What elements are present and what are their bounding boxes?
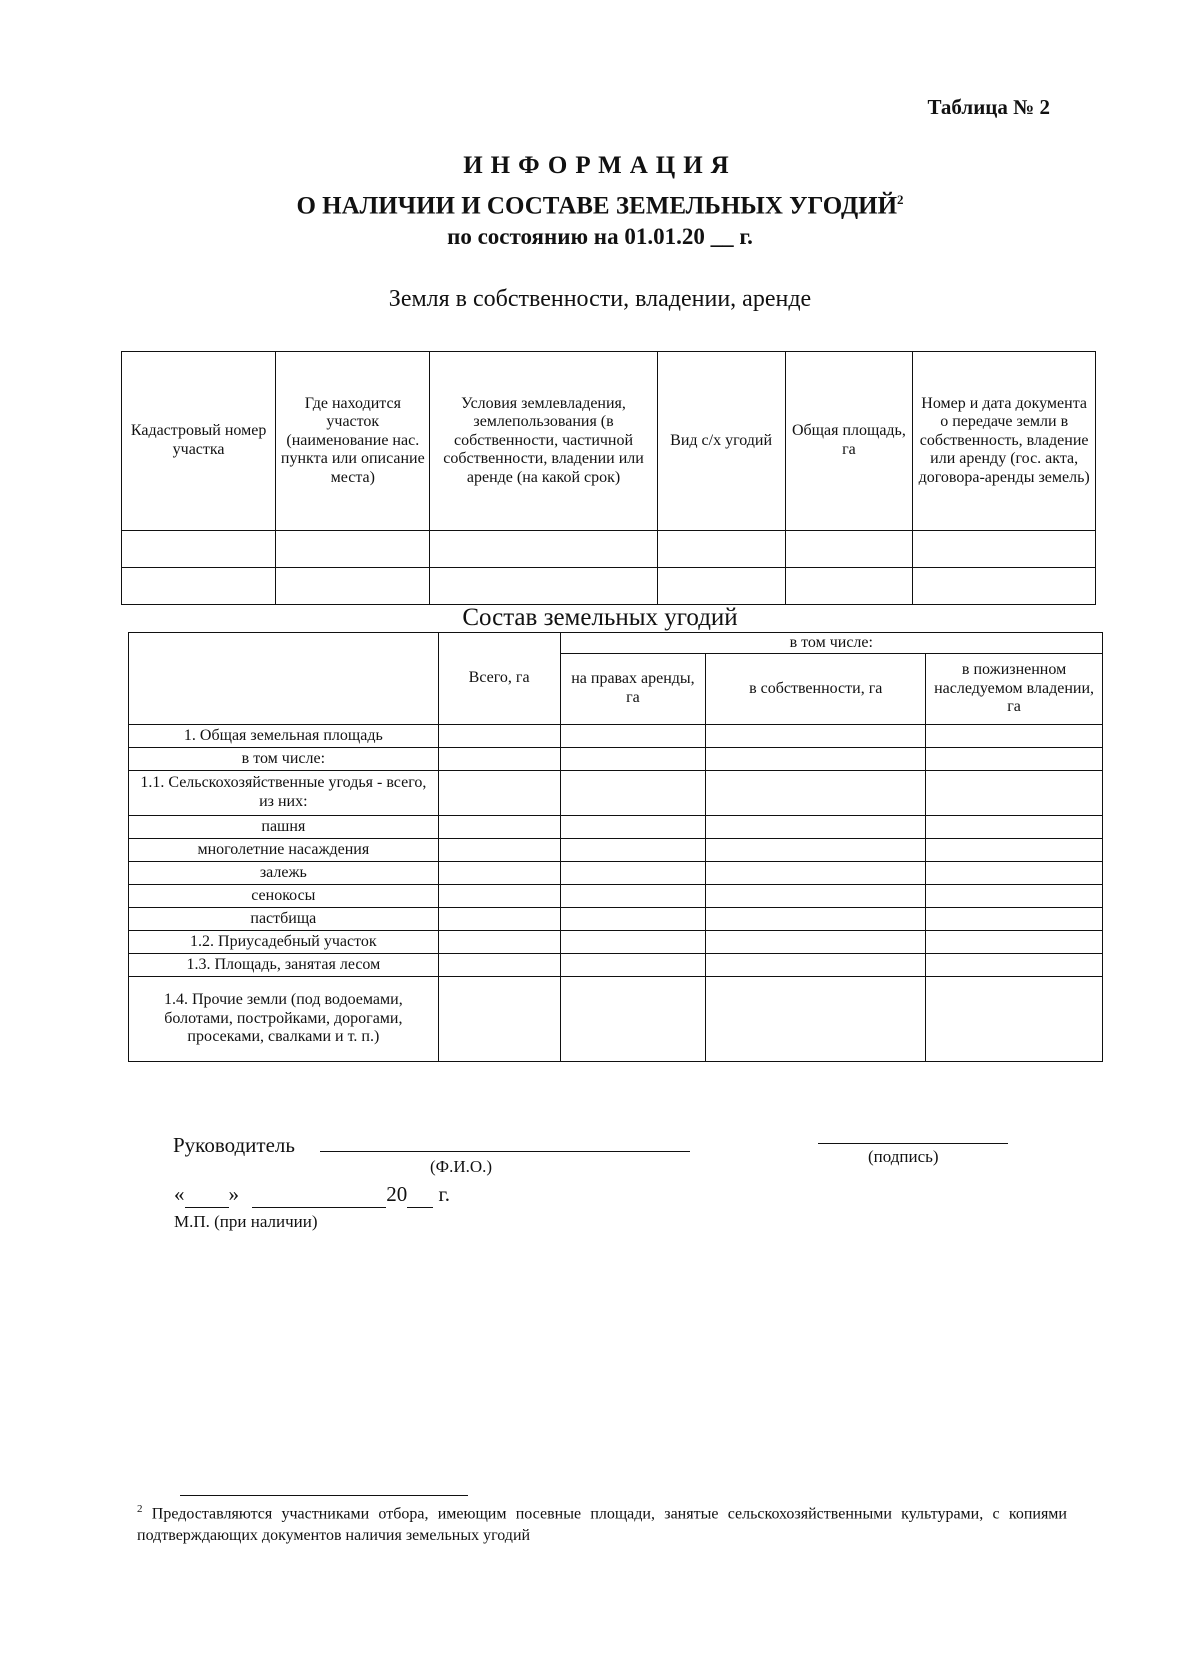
table-cell[interactable]: [560, 816, 706, 839]
table-cell[interactable]: [560, 954, 706, 977]
table-row: [129, 748, 1103, 771]
table-cell[interactable]: [438, 885, 560, 908]
composition-header-row: [129, 633, 1103, 654]
table-cell[interactable]: [122, 568, 276, 605]
table-row: [129, 977, 1103, 1062]
col-location: Где находится участок (наименование нас. пункта или описание места): [276, 352, 430, 531]
date-open-quote: «: [174, 1182, 185, 1206]
table-cell[interactable]: [438, 954, 560, 977]
sign-label: (подпись): [868, 1147, 939, 1166]
table-cell[interactable]: [706, 977, 926, 1062]
fio-label: (Ф.И.О.): [430, 1157, 493, 1176]
table-cell[interactable]: [560, 748, 706, 771]
doc-subtitle-text: О НАЛИЧИИ И СОСТАВЕ ЗЕМЕЛЬНЫХ УГОДИЙ: [296, 192, 898, 220]
table-cell[interactable]: [926, 954, 1103, 977]
table-cell[interactable]: [926, 908, 1103, 931]
table-cell[interactable]: [913, 568, 1096, 605]
table-cell[interactable]: [926, 862, 1103, 885]
col-own: в собственности, га: [706, 654, 926, 725]
sign-line[interactable]: [818, 1143, 1008, 1144]
table-cell[interactable]: [706, 771, 926, 816]
table-cell[interactable]: [560, 862, 706, 885]
table-cell[interactable]: [438, 862, 560, 885]
table-row: [129, 862, 1103, 885]
table-cell[interactable]: [438, 839, 560, 862]
table-cell[interactable]: [122, 531, 276, 568]
table-row: [129, 931, 1103, 954]
composition-table: [128, 632, 1103, 1062]
table-cell[interactable]: [276, 568, 430, 605]
footnote-divider: [180, 1495, 468, 1496]
table-cell[interactable]: [706, 839, 926, 862]
col-lease: на правах аренды, га: [560, 654, 706, 725]
head-label: Руководитель: [173, 1133, 295, 1157]
footnote-mark: 2: [137, 1503, 143, 1515]
table-cell[interactable]: [926, 977, 1103, 1062]
table-row: [122, 568, 1096, 605]
table-cell[interactable]: [438, 748, 560, 771]
row-label: пашня: [129, 816, 439, 839]
table-cell[interactable]: [560, 839, 706, 862]
table-cell[interactable]: [926, 839, 1103, 862]
table-row: [129, 725, 1103, 748]
col-total: Всего, га: [438, 633, 560, 725]
doc-title: ИНФОРМАЦИЯ: [463, 152, 737, 179]
table-cell[interactable]: [706, 931, 926, 954]
col-cadastral: Кадастровый номер участка: [122, 352, 276, 531]
date-line: [174, 1182, 450, 1208]
date-close-quote: »: [228, 1182, 239, 1206]
col-land-type: Вид с/х угодий: [657, 352, 785, 531]
table-row: [122, 531, 1096, 568]
footnote: [137, 1502, 1067, 1547]
row-label: сенокосы: [129, 885, 439, 908]
table-cell[interactable]: [706, 725, 926, 748]
row-label: пастбища: [129, 908, 439, 931]
row-label: залежь: [129, 862, 439, 885]
row-label: 1. Общая земельная площадь: [129, 725, 439, 748]
year-suffix: г.: [438, 1182, 450, 1206]
table-row: [129, 954, 1103, 977]
table-cell[interactable]: [430, 568, 657, 605]
year-field[interactable]: [407, 1182, 433, 1208]
doc-subtitle: [0, 192, 1200, 220]
table-cell[interactable]: [926, 885, 1103, 908]
table-number: Таблица № 2: [927, 95, 1050, 119]
table-cell[interactable]: [926, 725, 1103, 748]
col-lifetime: в пожизненном наследуемом владении, га: [926, 654, 1103, 725]
table-row: [129, 816, 1103, 839]
table-cell[interactable]: [430, 531, 657, 568]
table-cell[interactable]: [926, 771, 1103, 816]
table-cell[interactable]: [438, 771, 560, 816]
table-cell[interactable]: [438, 931, 560, 954]
row-label: 1.4. Прочие земли (под водоемами, болотами, постройками, дорогами, просеками, свалками и т. п.): [129, 977, 439, 1062]
table-row: [129, 885, 1103, 908]
month-field[interactable]: [252, 1182, 386, 1208]
year-prefix: 20: [386, 1182, 408, 1206]
row-label: 1.1. Сельскохозяйственные угодья - всего, из них:: [129, 771, 439, 816]
col-empty: [129, 633, 439, 725]
table-cell[interactable]: [706, 954, 926, 977]
ownership-section-title: Земля в собственности, владении, аренде: [388, 286, 812, 312]
table-cell[interactable]: [785, 568, 913, 605]
table-cell[interactable]: [560, 977, 706, 1062]
table-cell[interactable]: [706, 862, 926, 885]
table-cell[interactable]: [438, 908, 560, 931]
footnote-ref: 2: [897, 192, 904, 207]
row-label: 1.3. Площадь, занятая лесом: [129, 954, 439, 977]
ownership-table: [121, 351, 1096, 605]
col-group: в том числе:: [560, 633, 1102, 654]
col-area: Общая площадь, га: [785, 352, 913, 531]
doc-date-line: по состоянию на 01.01.20 __ г.: [447, 224, 753, 249]
table-cell[interactable]: [560, 771, 706, 816]
row-label: многолетние насаждения: [129, 839, 439, 862]
table-row: [129, 771, 1103, 816]
table-cell[interactable]: [926, 748, 1103, 771]
table-cell[interactable]: [276, 531, 430, 568]
table-cell[interactable]: [785, 531, 913, 568]
ownership-header-row: [122, 352, 1096, 531]
table-cell[interactable]: [438, 725, 560, 748]
day-field[interactable]: [185, 1182, 229, 1208]
table-cell[interactable]: [560, 885, 706, 908]
table-cell[interactable]: [706, 908, 926, 931]
stamp-label: М.П. (при наличии): [174, 1212, 318, 1231]
table-row: [129, 908, 1103, 931]
table-cell[interactable]: [706, 748, 926, 771]
table-row: [129, 839, 1103, 862]
table-cell[interactable]: [706, 816, 926, 839]
footnote-text: Предоставляются участниками отбора, имеющим посевные площади, занятые сельскохозяйственными культурами, с копиями подтверждающих документов наличия земельных угодий: [137, 1505, 1067, 1544]
table-cell[interactable]: [657, 531, 785, 568]
col-document: Номер и дата документа о передаче земли в собственность, владение или аренду (гос. акта, договора-аренды земель): [913, 352, 1096, 531]
table-cell[interactable]: [438, 977, 560, 1062]
table-cell[interactable]: [926, 931, 1103, 954]
row-label: 1.2. Приусадебный участок: [129, 931, 439, 954]
composition-section-title: Состав земельных угодий: [462, 604, 738, 631]
table-cell[interactable]: [913, 531, 1096, 568]
row-label: в том числе:: [129, 748, 439, 771]
fio-line[interactable]: [320, 1151, 690, 1152]
table-cell[interactable]: [706, 885, 926, 908]
table-cell[interactable]: [926, 816, 1103, 839]
table-cell[interactable]: [657, 568, 785, 605]
table-cell[interactable]: [560, 931, 706, 954]
col-conditions: Условия землевладения, землепользования (в собственности, частичной собственности, владении или аренде (на какой срок): [430, 352, 657, 531]
table-cell[interactable]: [438, 816, 560, 839]
table-cell[interactable]: [560, 725, 706, 748]
table-cell[interactable]: [560, 908, 706, 931]
